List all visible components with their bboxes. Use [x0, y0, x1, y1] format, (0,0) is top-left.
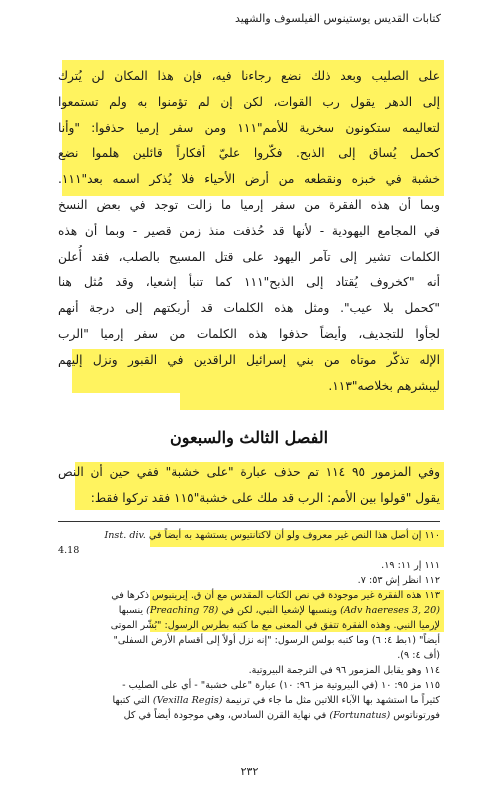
footnote-line	[58, 543, 440, 558]
footnote-text: ١١٠ إن أصل هذا النص غير معروف ولو أن لاكتانتيوس يستشهد به أيضاً في	[148, 530, 440, 541]
footnote-text: كثيراً ما استشهد بها الآباء اللاتين مثل ما جاء في ترنيمة	[225, 695, 440, 706]
footnote-latin: Inst. div.	[104, 530, 146, 541]
footnote-line: لإرميا النبي. وهذه الفقرة تتفق في المعنى مع ما كتبه بطرس الرسول: "بُشّر الموتى	[110, 620, 440, 631]
footnote-line: ١١١ إر ١١: ١٩.	[381, 560, 440, 571]
footnote-latin: 4.18	[58, 545, 80, 556]
body-line: لتعاليمه ستكونون سخرية للأمم"١١١ ومن سفر إرميا حذفوا: "وأنا	[58, 120, 440, 135]
body-line: خشبة في خبزه ونقطعه من أرض الأحياء فلا يُذكر اسمه بعد"١١١.	[58, 172, 440, 187]
footnote-latin: (Fortunatus)	[329, 710, 391, 721]
footnote-divider	[58, 521, 440, 522]
body-line: وفي المزمور ٩٥ ١١٤ تم حذف عبارة "على خشبة" ففي حين أن النص	[58, 465, 440, 479]
footnote-line	[58, 603, 440, 618]
main-body-text	[58, 64, 440, 399]
footnote-line	[58, 708, 440, 723]
footnote-line: أيضاً" (١بط ٤: ٦) وما كتبه بولس الرسول: "إنه نزل أولاً إلى أقسام الأرض السفلى"	[113, 635, 440, 646]
body-line: في المجامع اليهودية - لأنها قد حُذفت منذ زمن قصير - وبما أن هذه	[58, 223, 440, 238]
footnote-line: ١١٣ هذه الفقرة غير موجودة في نص الكتاب المقدس مع أن ق. إيرينيوس ذكرها في	[111, 590, 440, 601]
body-line: الكلمات تشير إلى تآمر اليهود على قتل المسيح بالصلب، فقد أُعلن	[58, 249, 440, 264]
footnote-latin: (Preaching 78)	[146, 605, 219, 616]
running-header: كتابات القديس يوستينوس الفيلسوف والشهيد	[234, 12, 441, 25]
footnote-line: ١١٢ انظر إش ٥٣: ٧.	[357, 575, 440, 586]
footnote-latin: (Adv haereses 3, 20)	[340, 605, 440, 616]
chapter-body-text	[58, 460, 440, 512]
footnote-line	[58, 693, 440, 708]
footnote-line: ١١٤ وهو يقابل المزمور ٩٦ في الترجمة البيروتية.	[248, 665, 440, 676]
footnote-line: ١١٥ مز ٩٥: ١٠ (في البيروتية مز ٩٦: ١٠) عبارة "على خشبة" - أي على الصليب -	[122, 680, 440, 691]
body-line: على الصليب وبعد ذلك نضع رجاءنا فيه، فإن هذا المكان لن يُترك	[58, 69, 440, 83]
body-line: يقول "قولوا بين الأمم: الرب قد ملك على خشبة"١١٥ فقد تركوا فقط:	[90, 490, 440, 505]
body-line: وبما أن هذه الفقرة من سفر إرميا ما زالت توجد في بعض النسخ	[58, 197, 440, 212]
footnote-text: التي كتبها	[112, 695, 150, 706]
body-line: "كحمل بلا عيب". ومثل هذه الكلمات قد أربكتهم إلى درجة أنهم	[58, 301, 440, 316]
footnote-text: فورتوناتوس	[393, 710, 440, 721]
footnotes	[58, 528, 440, 723]
footnote-line	[58, 528, 440, 543]
footnote-latin: (Vexilla Regis)	[152, 695, 223, 706]
body-line: إلى الدهر يقول رب القوات، لكن إن لم تؤمنوا به ولم تستمعوا	[58, 94, 440, 109]
footnote-text: وينسبها لإشعيا النبي، لكن في	[221, 605, 338, 616]
chapter-title: الفصل الثالث والسبعون	[169, 428, 329, 447]
body-line: كحمل يُساق إلى الذبح. فكّروا عليّ أفكاراً قائلين هلموا نضع	[58, 146, 440, 161]
body-line: الإله تذكّر موتاه من بني إسرائيل الراقدين في القبور ونزل إليهم	[58, 352, 440, 367]
footnote-text: ينسبها	[118, 605, 144, 616]
body-line: لجأوا للتجديف، وأيضاً حذفوا هذه الكلمات من سفر إرميا "الرب	[58, 326, 440, 341]
body-line: أنه "كخروف يُقتاد إلى الذبح"١١١ كما تنبأ إشعيا، وقد مُثل هنا	[58, 275, 440, 290]
footnote-line: (أف ٤: ٩).	[397, 650, 440, 661]
body-line: ليبشرهم بخلاصه"١١٣.	[328, 378, 440, 393]
page-number: ٢٣٢	[240, 765, 259, 778]
footnote-text: في نهاية القرن السادس، وهي موجودة أيضاً في كل	[123, 710, 327, 721]
